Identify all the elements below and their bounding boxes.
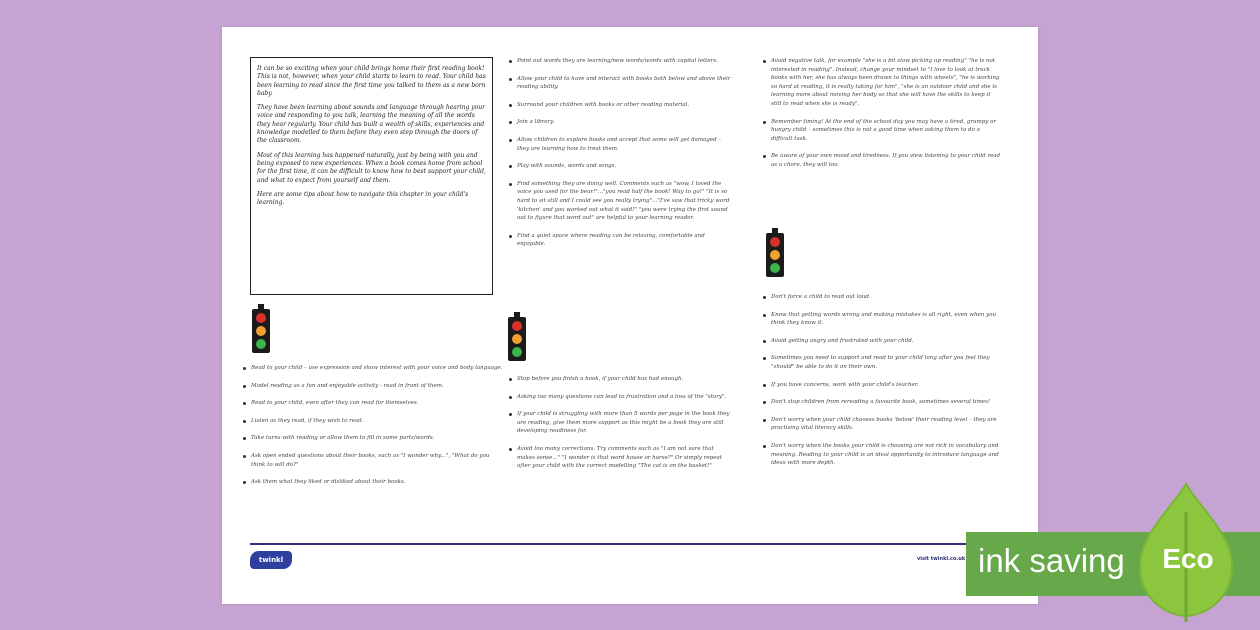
list-item: Read to your child – use expression and show interest with your voice and body language. <box>242 364 504 373</box>
list-item: Join a library. <box>508 118 733 127</box>
tips-column-2-lower <box>508 375 733 480</box>
list-item: If you have concerns, work with your child's teacher. <box>762 381 1002 390</box>
list-item: Be aware of your own mood and tiredness. If you view listening to your child read as a chore, they will too. <box>762 152 1002 169</box>
ink-saving-label: ink saving <box>978 542 1125 579</box>
list-item: Don't stop children from rereading a favourite book, sometimes several times! <box>762 398 1002 407</box>
traffic-light-icon <box>508 317 526 361</box>
list-item: Don't worry when the books your child is choosing are not rich in vocabulary and meaning. Reading to your child is an ideal opportunity to introduce language and ideas with more depth. <box>762 442 1002 468</box>
worksheet-page <box>222 27 1038 604</box>
list-item: Ask open ended questions about their books, such as "I wonder why...", "What do you think to will do?" <box>242 452 504 469</box>
list-item: Stop before you finish a book, if your child has had enough. <box>508 375 733 384</box>
list-item: Don't force a child to read out loud. <box>762 293 1002 302</box>
footer-divider <box>250 543 1010 545</box>
twinkl-logo: twinkl <box>250 551 292 569</box>
eco-label: Eco <box>1162 543 1214 574</box>
list-item: Don't worry when your child chooses books 'below' their reading level – they are practising vital literacy skills. <box>762 416 1002 433</box>
tips-column-3 <box>762 57 1002 179</box>
intro-text-box <box>250 57 493 295</box>
list-item: Listen as they read, if they wish to read. <box>242 417 504 426</box>
list-item: Model reading as a fun and enjoyable activity - read in front of them. <box>242 382 504 391</box>
list-item: Avoid getting angry and frustrated with your child. <box>762 337 1002 346</box>
traffic-light-icon <box>252 309 270 353</box>
intro-paragraph-2: They have been learning about sounds and language through hearing your voice and responding to you talk, learning the meaning of all the words they hear regularly. Your child has built a wealth of skills, experiences and knowledge modelled to them before they even step through the doors of the classroom. <box>257 104 485 145</box>
list-item: Allow children to explore books and accept that some will get damaged – they are learning how to treat them. <box>508 136 733 153</box>
list-item: Avoid too many corrections. Try comments such as "I am not sure that makes sense..." "I wonder is that word house or horse?" Or simply repeat after your child with the correct modelling "The cat is on the basket!" <box>508 445 733 471</box>
list-item: Remember timing! At the end of the school day you may have a tired, grumpy or hungry child – sometimes this is not a good time when asking them to do a difficult task. <box>762 118 1002 144</box>
list-item: Allow your child to have and interact with books both below and above their reading ability. <box>508 75 733 92</box>
tips-column-3-lower <box>762 293 1002 477</box>
list-item: Ask them what they liked or disliked about their books. <box>242 478 504 487</box>
tips-column-2 <box>508 57 733 258</box>
list-item: Surround your children with books or other reading material. <box>508 101 733 110</box>
intro-paragraph-1: It can be so exciting when your child brings home their first reading book! This is not, however, when your child starts to learn to read. Your child has been learning to read since the first time you talked to them as a new born baby. <box>257 65 486 97</box>
list-item: Point out words they are learning/new words/words with capital letters. <box>508 57 733 66</box>
list-item: Asking too many questions can lead to frustration and a loss of the "story". <box>508 393 733 402</box>
traffic-light-icon <box>766 233 784 277</box>
tips-column-1 <box>242 364 504 496</box>
list-item: Read to your child, even after they can read for themselves. <box>242 399 504 408</box>
intro-paragraph-4: Here are some tips about how to navigate this chapter in your child's learning. <box>257 190 469 207</box>
footer-url: visit twinkl.co.uk <box>917 556 966 562</box>
intro-paragraph-3: Most of this learning has happened naturally, just by being with you and being exposed to new experiences. When a book comes home from school for the first time, it can be difficult to know how to best support your child, and what to expect from yourself and them. <box>257 151 486 184</box>
list-item: Find a quiet space where reading can be relaxing, comfortable and enjoyable. <box>508 232 733 249</box>
list-item: Find something they are doing well. Comments such as "wow, I loved the voice you used for the bear!"..."you read half the book! Way to go!" "It is so hard to sit still and I could see you really trying"..."I've saw that tricky word 'kitchen' and you worked out what it said!" "you were trying the first sound out to figure that word out" are helpful to your learning reader. <box>508 180 733 223</box>
list-item: Play with sounds, words and songs. <box>508 162 733 171</box>
list-item: Sometimes you need to support and read to your child long after you feel they "should" be able to do it on their own. <box>762 354 1002 371</box>
list-item: Take turns with reading or allow them to fill in some parts/words. <box>242 434 504 443</box>
list-item: If your child is struggling with more than 5 words per page in the book they are reading, give them more support as this might be a book they are still developing readiness for. <box>508 410 733 436</box>
list-item: Know that getting words wrong and making mistakes is all right, even when you think they know it. <box>762 311 1002 328</box>
list-item: Avoid negative talk, for example "she is a bit slow picking up reading" "he is not interested in reading". Instead, change your mindset to "I love to look at truck books with her, she has always been drawn to things with wheels", "he is working so hard at reading, it is really taking for him", "she is an outdoor child and she is learning more about moving her body so that she will have the skills to keep it still to read when she is ready". <box>762 57 1002 109</box>
